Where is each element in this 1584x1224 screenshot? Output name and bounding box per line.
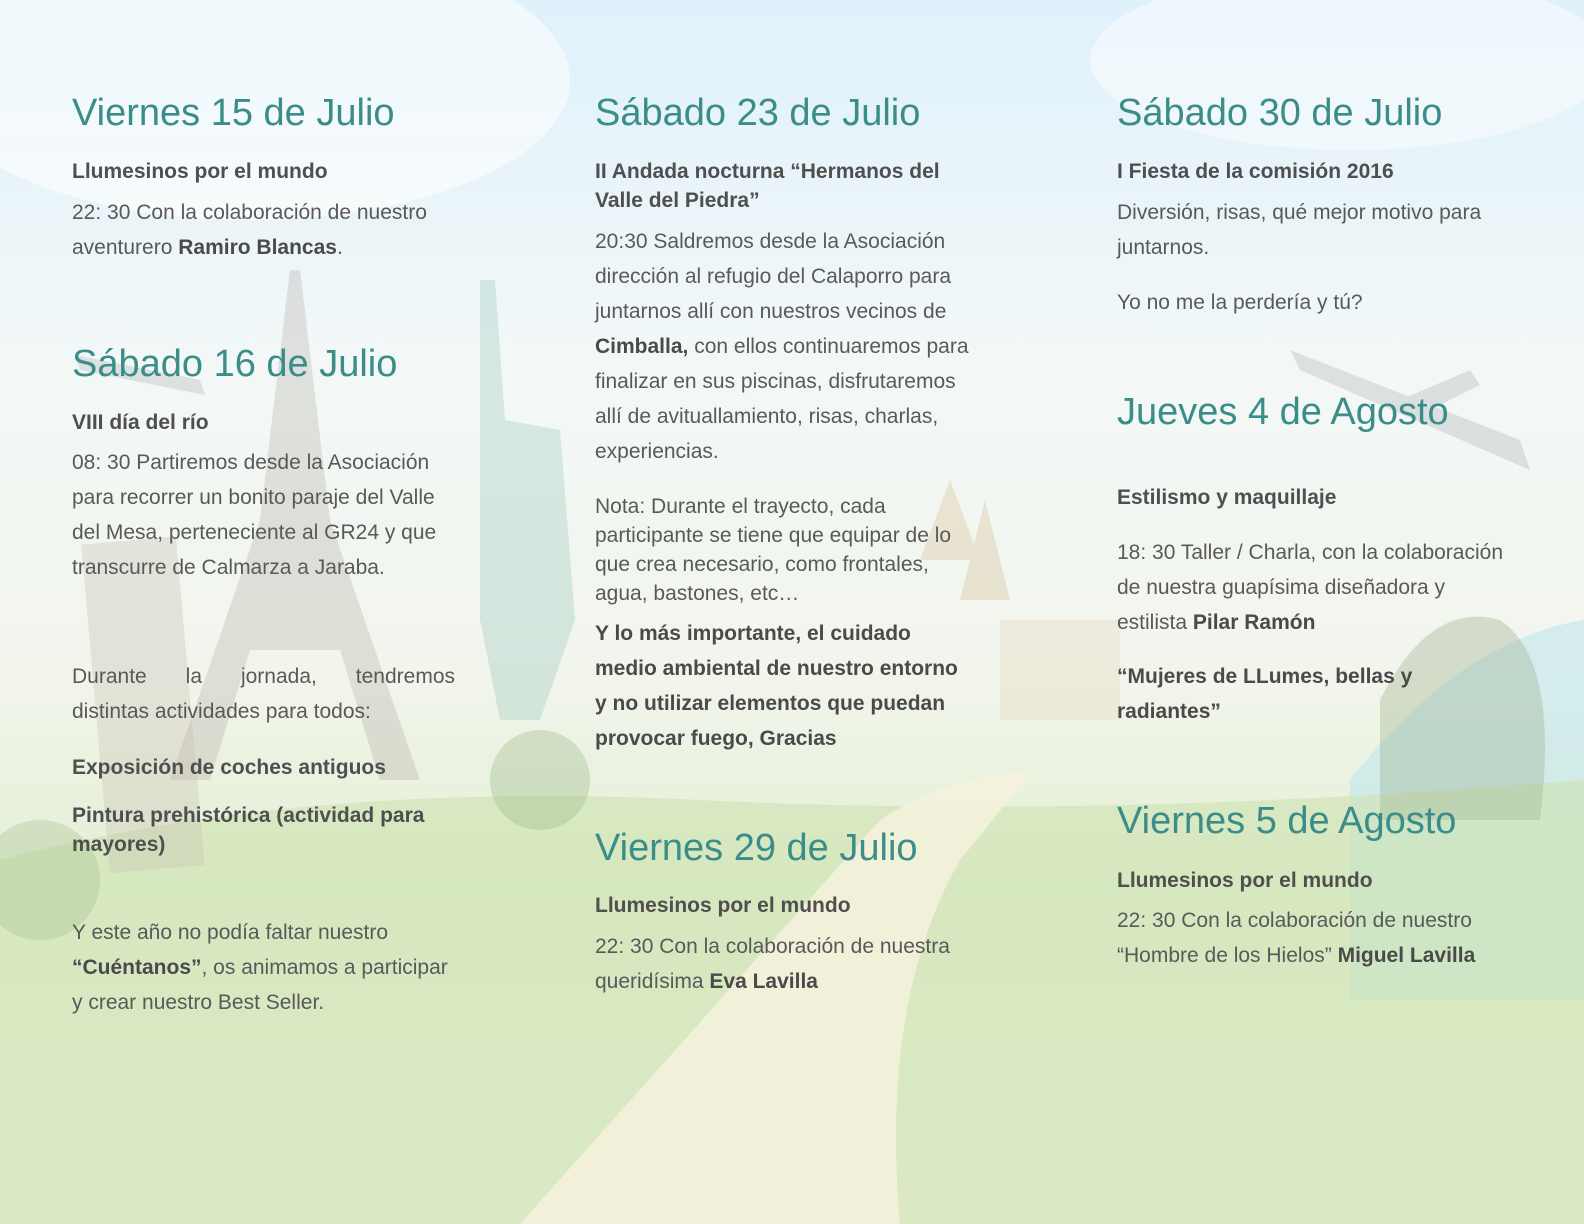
event-title: Jueves 4 de Agosto bbox=[1117, 391, 1449, 433]
guest-name: Miguel Lavilla bbox=[1337, 944, 1476, 967]
activity-item: Pintura prehistórica (actividad para mayores) bbox=[72, 804, 425, 856]
activities-intro: distintas actividades para todos: bbox=[72, 700, 371, 723]
event-title: Viernes 15 de Julio bbox=[72, 92, 395, 134]
event-description: Diversión, risas, qué mejor motivo para juntarnos. bbox=[1117, 201, 1482, 259]
event-description: 22: 30 Con la colaboración de nuestro “Hombre de los Hielos” Miguel Lavilla bbox=[1117, 909, 1476, 967]
event-subtitle: VIII día del río bbox=[72, 411, 209, 434]
event-quote: “Mujeres de LLumes, bellas y radiantes” bbox=[1117, 665, 1413, 723]
event-subtitle: I Fiesta de la comisión 2016 bbox=[1117, 160, 1394, 183]
event-note: Nota: Durante el trayecto, cada participante se tiene que equipar de lo que crea necesario, como frontales, agua, bastones, etc… bbox=[595, 495, 952, 605]
event-subtitle: Llumesinos por el mundo bbox=[1117, 869, 1373, 892]
event-title: Viernes 5 de Agosto bbox=[1117, 800, 1457, 842]
event-title: Viernes 29 de Julio bbox=[595, 827, 918, 869]
event-description: 18: 30 Taller / Charla, con la colaboración de nuestra guapísima diseñadora y estilista Pilar Ramón bbox=[1117, 541, 1504, 634]
event-title: Sábado 23 de Julio bbox=[595, 92, 921, 134]
activity-item: Exposición de coches antiguos bbox=[72, 756, 386, 779]
activities-intro: Durante la jornada, tendremos bbox=[72, 665, 455, 688]
event-closing-text: Y este año no podía faltar nuestro “Cuéntanos”, os animamos a participar y crear nuestro Best Seller. bbox=[72, 921, 448, 1014]
cimballa-label: Cimballa, bbox=[595, 335, 689, 358]
cuentanos-label: “Cuéntanos” bbox=[72, 956, 202, 979]
event-description: 20:30 Saldremos desde la Asociación dirección al refugio del Calaporro para juntarnos allí con nuestros vecinos de Cimballa, con ellos continuaremos para finalizar en sus piscinas, disfrutaremos allí de avituallamiento, risas, charlas, experiencias. bbox=[595, 230, 969, 463]
event-subtitle: Estilismo y maquillaje bbox=[1117, 486, 1337, 509]
guest-name: Pilar Ramón bbox=[1192, 611, 1316, 634]
important-notice: Y lo más importante, el cuidado medio ambiental de nuestro entorno y no utilizar elementos que puedan provocar fuego, Gracias bbox=[595, 622, 958, 750]
event-subtitle: Llumesinos por el mundo bbox=[72, 160, 328, 183]
event-description: 22: 30 Con la colaboración de nuestra queridísima Eva Lavilla bbox=[595, 935, 950, 993]
event-subtitle: II Andada nocturna “Hermanos del Valle del Piedra” bbox=[595, 160, 940, 212]
guest-name: Eva Lavilla bbox=[709, 970, 818, 993]
event-description: 08: 30 Partiremos desde la Asociación para recorrer un bonito paraje del Valle del Mesa, perteneciente al GR24 y que transcurre de Calmarza a Jaraba. bbox=[72, 451, 437, 579]
event-title: Sábado 30 de Julio bbox=[1117, 92, 1443, 134]
event-subtitle: Llumesinos por el mundo bbox=[595, 894, 851, 917]
event-description: Yo no me la perdería y tú? bbox=[1117, 291, 1363, 314]
event-description: 22: 30 Con la colaboración de nuestro aventurero Ramiro Blancas. bbox=[72, 201, 427, 259]
event-title: Sábado 16 de Julio bbox=[72, 343, 398, 385]
guest-name: Ramiro Blancas bbox=[178, 236, 337, 259]
